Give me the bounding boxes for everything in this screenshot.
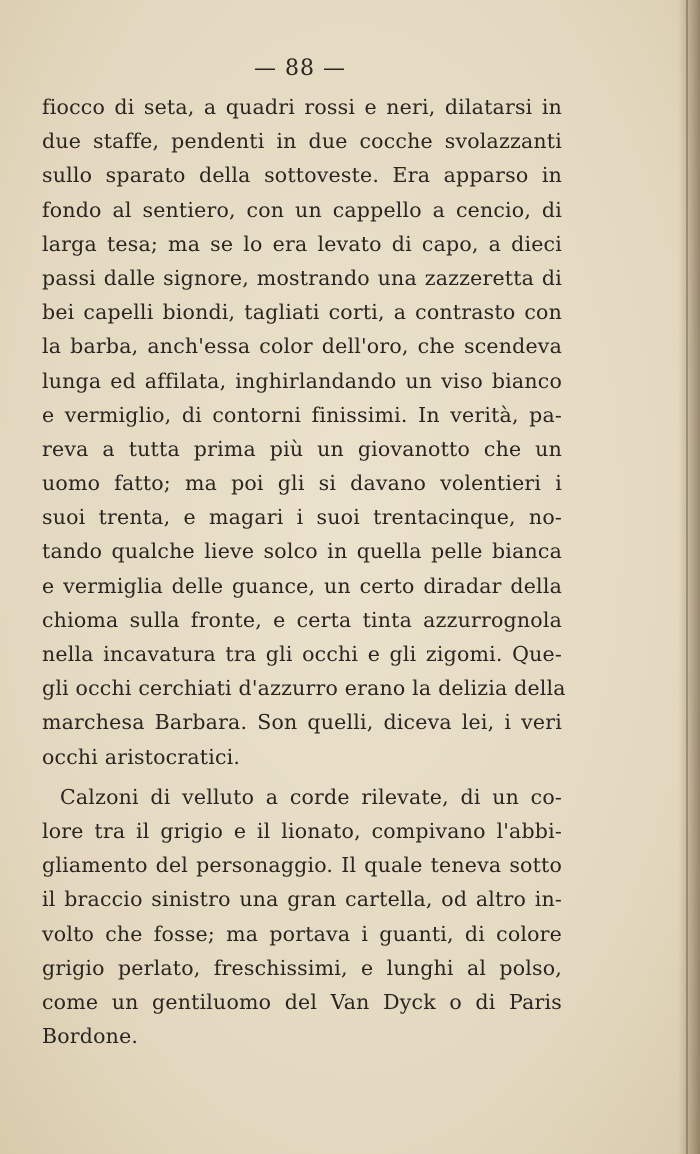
text-line: Calzoni di velluto a corde rilevate, di un co- — [60, 784, 562, 809]
text-line: larga tesa; ma se lo era levato di capo, a dieci — [42, 231, 562, 256]
text-line: come un gentiluomo del Van Dyck o di Paris — [42, 989, 562, 1014]
text-line: uomo fatto; ma poi gli si davano volentieri i — [42, 471, 562, 496]
paragraph-2 — [42, 780, 562, 1054]
text-line: due staffe, pendenti in due cocche svolazzanti — [42, 129, 562, 154]
text-line: chioma sulla fronte, e certa tinta azzurrognola — [42, 607, 562, 632]
text-line: sullo sparato della sottoveste. Era apparso in — [42, 163, 562, 188]
page-spine-edge — [686, 0, 688, 1154]
text-line: gliamento del personaggio. Il quale teneva sotto — [42, 853, 562, 878]
text-line: fondo al sentiero, con un cappello a cencio, di — [42, 197, 562, 222]
text-line: lore tra il grigio e il lionato, compivano l'abbi- — [42, 818, 562, 843]
text-line: Bordone. — [42, 1024, 139, 1049]
page-number: — 88 — — [254, 56, 346, 81]
text-line: gli occhi cerchiati d'azzurro erano la delizia della — [42, 676, 566, 701]
text-line: fiocco di seta, a quadri rossi e neri, dilatarsi in — [42, 95, 562, 119]
text-line: lunga ed affilata, inghirlandando un viso bianco — [42, 368, 562, 393]
text-line: tando qualche lieve solco in quella pelle bianca — [42, 539, 562, 564]
text-line: reva a tutta prima più un giovanotto che un — [42, 436, 562, 461]
text-line: occhi aristocratici. — [42, 744, 241, 769]
text-line: e vermiglio, di contorni finissimi. In verità, pa- — [42, 402, 562, 427]
text-line: la barba, anch'essa color dell'oro, che scendeva — [42, 334, 562, 359]
text-line: bei capelli biondi, tagliati corti, a contrasto con — [42, 300, 562, 325]
text-line: volto che fosse; ma portava i guanti, di colore — [42, 921, 562, 946]
text-line: suoi trenta, e magari i suoi trentacinque, no- — [42, 505, 562, 530]
text-line: grigio perlato, freschissimi, e lunghi al polso, — [42, 955, 562, 980]
text-line: il braccio sinistro una gran cartella, od altro in- — [42, 887, 562, 912]
text-line: marchesa Barbara. Son quelli, diceva lei, i veri — [42, 710, 562, 735]
paragraph-1 — [42, 90, 566, 774]
text-line: nella incavatura tra gli occhi e gli zigomi. Que- — [42, 642, 562, 666]
page-spine-shadow — [678, 0, 700, 1154]
text-line: passi dalle signore, mostrando una zazzeretta di — [42, 265, 562, 290]
body-text — [42, 90, 566, 1053]
text-line: e vermiglia delle guance, un certo diradar della — [42, 573, 562, 598]
